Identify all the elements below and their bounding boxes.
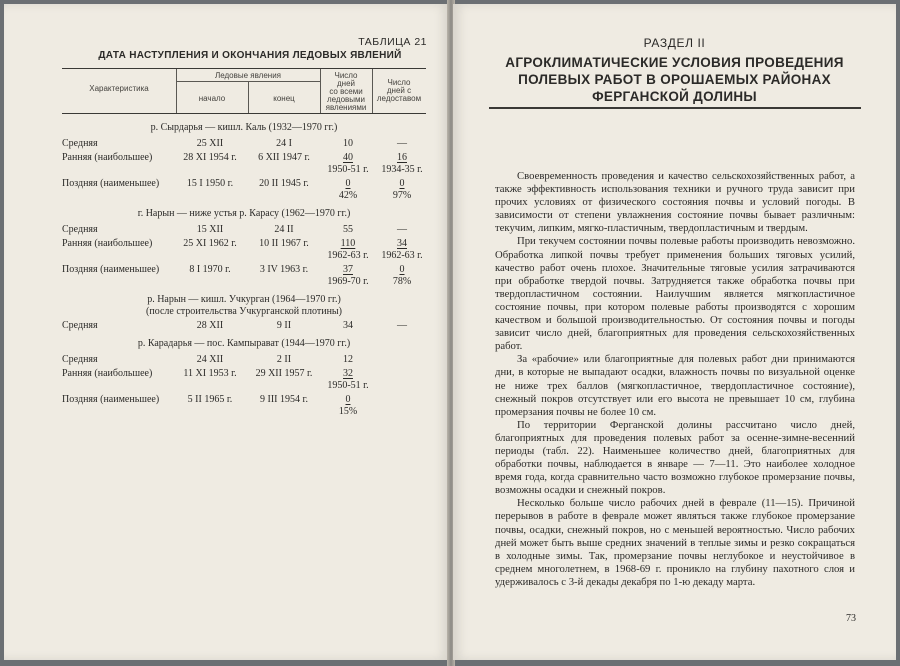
header-end: конец (273, 94, 295, 103)
table-row: Средняя 25 XII 24 I 10 — (62, 138, 407, 149)
header-start: начало (198, 94, 226, 103)
table-label: ТАБЛИЦА 21 (358, 36, 427, 48)
header-characteristic: Характеристика (89, 84, 149, 93)
body-text (495, 170, 855, 589)
table-row-note: 1962-63 г. 1962-63 г. (327, 250, 423, 261)
section-title: г. Нарын — ниже устья р. Карасу (1962—1970 гг.) (137, 208, 351, 219)
table-row: Ранняя (наибольшее) 28 XI 1954 г. 6 XII 1947 г. 40 16 (62, 152, 407, 163)
table-row: Средняя 24 XII 2 II 12 (62, 354, 353, 365)
paragraph: Несколько больше число рабочих дней в феврале (11—15). Причиной перерывов в работе в феврале может являться также глубокое промерзание почвы, осадки, снежный покров, но с меньшей вероятностью. Число рабочих дней может быть выше средних значений в теплые зимы и резко сокращаться в холодные зимы. Так, промерзание почвы неглубокое и неустойчивое в среднем многолетнем, в 1968-69 г. проникло на глубину пахотного слоя и удерживалось с 3-й декады декабря по 1-ю декаду марта. (495, 497, 855, 588)
section-title: р. Карадарья — пос. Кампырават (1944—1970 гг.) (137, 338, 351, 349)
header-ice-phenomena: Ледовые явления (214, 71, 282, 80)
table-row: Ранняя (наибольшее) 11 XI 1953 г. 29 XII 1957 г. 32 (62, 368, 353, 379)
section-title: р. Сырдарья — кишл. Каль (1932—1970 гг.) (150, 122, 338, 133)
paragraph: Своевременность проведения и качество сельскохозяйственных работ, а также эффективность использования техники и ручного труда зависит при прочих условиях от физического состояния почвы и условий погоды. В зависимости от степени увлажнения состояние почвы бывает различным: текучим, липким, мягко-пластичным, твердопластичным и твердым. (495, 170, 855, 235)
left-page (4, 4, 449, 660)
chapter-title: АГРОКЛИМАТИЧЕСКИЕ УСЛОВИЯ ПРОВЕДЕНИЯ ПОЛЕВЫХ РАБОТ В ОРОШАЕМЫХ РАЙОНАХ ФЕРГАНСКОЙ ДОЛИНЫ (505, 55, 844, 104)
table-row: Средняя 15 XII 24 II 55 — (62, 224, 407, 235)
table-row: Поздняя (наименьшее) 8 I 1970 г. 3 IV 1963 г. 37 0 (62, 264, 405, 275)
table-row: Поздняя (наименьшее) 15 I 1950 г. 20 II 1945 г. 0 0 (62, 178, 405, 189)
table-row-note: 1969-70 г. 78% (327, 276, 412, 287)
table-header (62, 68, 426, 114)
right-page (453, 4, 896, 660)
paragraph: По территории Ферганской долины рассчитано число дней, благоприятных для проведения полевых работ за осенне-зимне-весенний периоды (табл. 22). Наименьшее количество дней, благоприятных для обработки почвы, наблюдается в январе — 7—11. Это наиболее холодное время года, когда сравнительно часто возможно глубокое промерзание почвы, возможны осадки и снежный покров. (495, 418, 855, 497)
paragraph: За «рабочие» или благоприятные для полевых работ дни принимаются дни, в которые не выпадают осадки, влажность почвы по визуальной оценке не ниже трех баллов (мягкопластичное, твердопластичное состояние), снежный покров отсутствует или его высота не превышает 10 см, глубина промерзания почвы не более 10 см. (495, 353, 855, 418)
section-subtitle: (после строительства Учкурганской плотины) (146, 306, 342, 317)
header-days-ice: Число дней с ледоставом (376, 78, 422, 103)
section-label: РАЗДЕЛ II (643, 36, 706, 50)
table-row-note: 42% 97% (338, 190, 412, 201)
table-row: Поздняя (наименьшее) 5 II 1965 г. 9 III 1954 г. 0 (62, 394, 351, 405)
table-row: Средняя 28 XII 9 II 34 — (62, 320, 407, 331)
header-days-all: Число дней со всеми ледовыми явлениями (325, 71, 367, 112)
title-rule (489, 107, 861, 109)
table-row-note: 1950-51 г. 1934-35 г. (327, 164, 423, 175)
table-row-note: 15% (338, 406, 358, 417)
table-row-note: 1950-51 г. (327, 380, 369, 391)
section-title: р. Нарын — кишл. Учкурган (1964—1970 гг.) (147, 294, 341, 305)
table-row: Ранняя (наибольшее) 25 XI 1962 г. 10 II 1967 г. 110 34 (62, 238, 407, 249)
page-number: 73 (846, 613, 856, 624)
table-title: ДАТА НАСТУПЛЕНИЯ И ОКОНЧАНИЯ ЛЕДОВЫХ ЯВЛЕНИЙ (98, 50, 402, 61)
paragraph: При текучем состоянии почвы полевые работы производить невозможно. Обработка липкой почвы требует применения больших тяговых усилий, качество работ очень плохое. Значительные тяговые усилия затрачиваются при обработке твердой почвы. Затрудняется также обработка почвы при твердопластичном состоянии. Наилучшим является мягкопластичное состояние почвы, при котором полевые работы производятся с хорошим качеством и большой производительностью. От состояния почвы и погоды зависит число дней, благоприятных для проведения сельскохозяйственных работ. (495, 235, 855, 353)
